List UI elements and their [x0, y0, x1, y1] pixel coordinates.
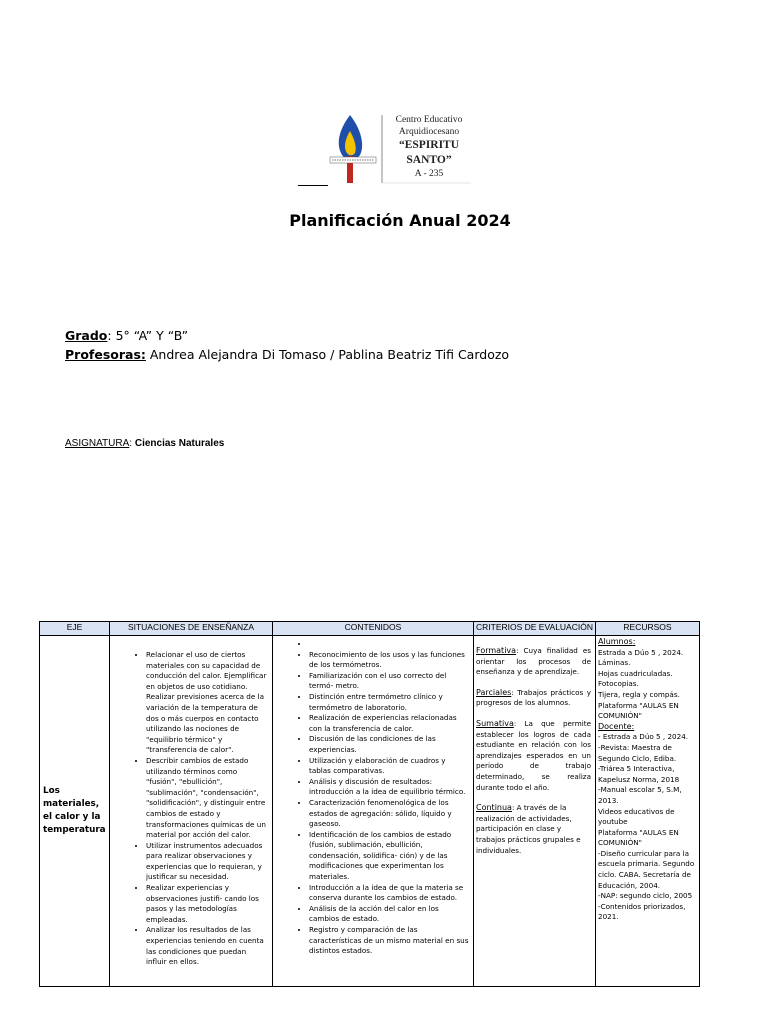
grado-label: Grado	[65, 328, 108, 343]
grado-value: : 5° “A” Y “B”	[107, 328, 189, 343]
header-contenidos: CONTENIDOS	[273, 622, 474, 636]
recurso-item: -Contenidos priorizados, 2021.	[598, 901, 686, 922]
list-item: • Análisis y discusión de resultados: introducción a la idea de equilibrio térmico.	[309, 777, 469, 798]
logo-text-line-5: A - 235	[414, 169, 444, 179]
recurso-item: COMUNIÓN"	[598, 838, 642, 848]
page-title: Planificación Anual 2024	[289, 211, 511, 230]
list-item: • Análisis de la acción del calor en los cambios de estado.	[309, 904, 469, 925]
asignatura-label: ASIGNATURA	[65, 438, 130, 449]
recurso-item: Plataforma "AULAS EN	[598, 700, 679, 710]
recurso-item: -Triárea 5 Interactiva, Kapelusz Norma, 2018	[598, 764, 680, 784]
list-item: • Familiarización con el uso correcto del termó- metro.	[309, 671, 469, 692]
recursos-cell	[596, 636, 700, 987]
criterio-text: : La que permite establecer los logros de cada estudiante en relación con los aprendizajes esperados en un periodo de trabajo determinado, se realiza durante todo el año.	[476, 718, 591, 792]
list-item: • Discusión de las condiciones de las experiencias.	[309, 734, 469, 755]
list-item: • Realizar experiencias y observaciones justifi- cando los pasos y las metodologías empleadas.	[146, 883, 268, 925]
criterio-formativa	[476, 646, 591, 678]
list-item: • Identificación de los cambios de estado (fusión, sublimación, ebullición, condensación, solidifica- ción) y de las modificaciones que experimentan los materiales.	[309, 830, 469, 883]
recurso-item: -Revista: Maestra de Segundo Ciclo, Ediba.	[598, 742, 677, 763]
asignatura-value: Ciencias Naturales	[134, 438, 225, 449]
criterio-text: : Trabajos prácticos y progresos de los alumnos.	[476, 687, 591, 708]
contenidos-list	[273, 636, 473, 957]
logo-text-line-1: Centro Educativo	[395, 115, 463, 125]
logo-text-line-2: Arquidiocesano	[398, 127, 460, 137]
criterio-sumativa	[476, 719, 591, 793]
list-item: • Relacionar el uso de ciertos materiales con su capacidad de conducción del calor. Ejemplificar en objetos de uso cotidiano. Realizar previsiones acerca de la variación de la temperatura de dos o más cuerpos en contacto utilizando las nociones de "equilibrio térmico" y "transferencia de calor".	[146, 650, 268, 756]
list-item: • Registro y comparación de las características de un mismo material en sus distintos estados.	[309, 925, 469, 957]
recursos-docente-label: Docente:	[598, 721, 635, 731]
list-item: • Caracterización fenomenológica de los estados de agregación: sólido, líquido y gaseoso.	[309, 798, 469, 830]
list-item: • Analizar los resultados de las experiencias teniendo en cuenta las condiciones que puedan influir en ellos.	[146, 925, 268, 967]
list-item	[309, 639, 469, 650]
asignatura-colon: :	[129, 438, 135, 449]
logo-text-line-4: SANTO”	[406, 154, 452, 166]
situaciones-cell	[110, 636, 273, 987]
recurso-item: Videos educativos de youtube	[598, 806, 675, 827]
criterio-label: Formativa	[476, 646, 517, 655]
criterio-label: Parciales	[476, 687, 512, 697]
list-item: • Distinción entre termómetro clínico y termómetro de laboratorio.	[309, 692, 469, 713]
asignatura-line	[65, 438, 224, 449]
recurso-item: Plataforma "AULAS EN	[598, 827, 679, 837]
criterio-label: Sumativa	[476, 718, 514, 728]
criterio-continua	[476, 803, 591, 856]
recurso-item: COMUNIÓN"	[598, 711, 642, 721]
eje-cell: Los materiales, el calor y la temperatura	[40, 636, 110, 987]
list-item: • Reconocimiento de los usos y las funciones de los termómetros.	[309, 650, 469, 671]
header-eje: EJE	[40, 622, 110, 636]
list-item: • Introducción a la idea de que la materia se conserva durante los cambios de estado.	[309, 883, 469, 904]
recurso-item: Hojas cuadriculadas.	[598, 668, 673, 678]
planning-table	[39, 621, 700, 987]
recurso-item: -Manual escolar 5, S.M, 2013.	[598, 785, 682, 805]
criterio-text: : A través de la realización de actividades, participación en clase y trabajos prácticos grupales e individuales.	[476, 803, 581, 855]
situaciones-list	[110, 636, 272, 968]
list-item: • Realización de experiencias relacionadas con la transferencia de calor.	[309, 713, 469, 734]
list-item: • Utilización y elaboración de cuadros y tablas comparativas.	[309, 756, 469, 777]
recurso-item: Fotocopias.	[598, 679, 639, 689]
list-item: • Utilizar instrumentos adecuados para realizar observaciones y experiencias que lo requieran, y justificar su necesidad.	[146, 841, 268, 883]
profesoras-value: Andrea Alejandra Di Tomaso / Pablina Beatriz Tifi Cardozo	[145, 347, 510, 362]
header-recursos: RECURSOS	[596, 622, 700, 636]
criterio-label: Continua	[476, 803, 512, 813]
profesoras-line	[65, 347, 509, 362]
recurso-item: Láminas.	[598, 658, 631, 668]
recurso-item: -NAP: segundo ciclo, 2005	[598, 891, 693, 901]
list-item: • Describir cambios de estado utilizando términos como "fusión", "ebullición", "sublimación", "condensación", "solidificación", y distinguir entre cambios de estado y transformaciones químicas de un material por acción del calor.	[146, 756, 268, 841]
criterio-parciales	[476, 688, 591, 709]
criterio-text: : Cuya finalidad es orientar los procesos de enseñanza y de aprendizaje.	[476, 646, 591, 677]
recurso-item: Estrada a Dúo 5 , 2024.	[598, 647, 684, 657]
header-criterios: CRITERIOS DE EVALUACIÓN	[474, 622, 596, 636]
grado-line	[65, 328, 188, 343]
table-header-row	[40, 622, 700, 636]
contenidos-cell	[273, 636, 474, 987]
recurso-item: - Estrada a Dúo 5 , 2024.	[598, 732, 689, 742]
profesoras-label: Profesoras:	[65, 347, 146, 362]
table-row	[40, 636, 700, 987]
recurso-item: Tijera, regla y compás.	[598, 689, 680, 699]
criterios-cell	[474, 636, 596, 987]
recursos-alumnos-label: Alumnos:	[598, 637, 636, 646]
logo-underline	[298, 185, 328, 186]
header-situaciones: SITUACIONES DE ENSEÑANZA	[110, 622, 273, 636]
logo-text-line-3: “ESPIRITU	[398, 139, 460, 151]
recurso-item: -Diseño curricular para la escuela primaria. Segundo ciclo. CABA. Secretaría de Educación, 2004.	[598, 848, 695, 890]
